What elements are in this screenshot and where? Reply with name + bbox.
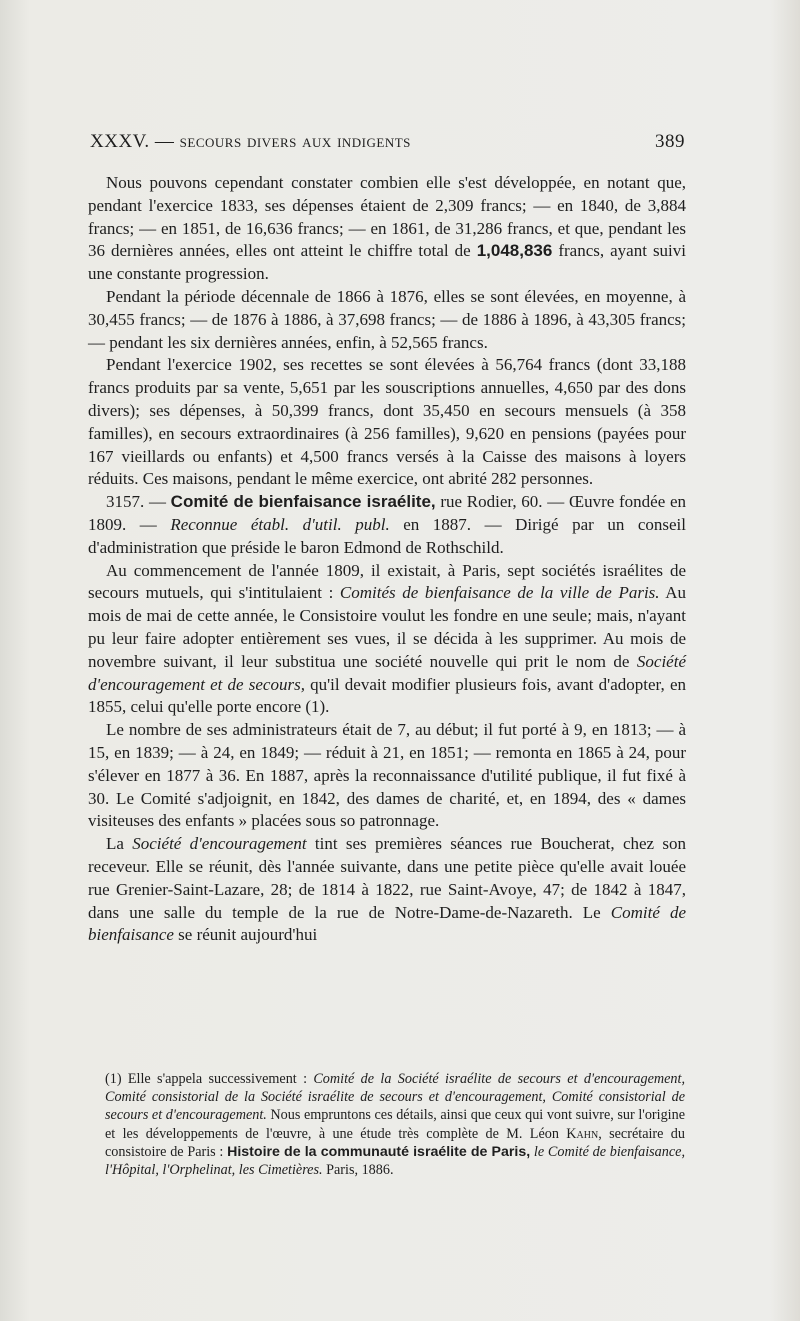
body-text: [88, 172, 686, 947]
footnote: (1) Elle s'appela successivement : Comité de la Société israélite de secours et d'encouragement, Comité consistorial de la Société israélite de secours et d'encouragement, Comité consistorial de secours et d'encouragement. Nous empruntons ces détails, ainsi que ceux qui vont suivre, sur l'origine et les développements de l'œuvre, à une étude très complète de M. Léon Kahn, secrétaire du consistoire de Paris : Histoire de la communauté israélite de Paris, le Comité de bienfaisance, l'Hôpital, l'Orphelinat, les Cimetières. Paris, 1886.: [105, 1071, 685, 1179]
author-name: Kahn: [566, 1125, 599, 1142]
section-heading-paragraph: 3157. — Comité de bienfaisance israélite, rue Rodier, 60. — Œuvre fondée en 1809. — Reconnue établ. d'util. publ. en 1887. — Dirigé par un conseil d'administration que préside le baron Edmond de Rothschild.: [88, 492, 686, 557]
chapter-title: XXXV. — secours divers aux indigents: [90, 131, 411, 152]
bold-amount: 1,048,836: [476, 241, 553, 261]
paragraph: Le nombre de ses administrateurs était de 7, au début; il fut porté à 9, en 1813; — à 15, en 1839; — à 24, en 1849; — réduit à 21, en 1851; — remonta en 1865 à 24, pour s'élever en 1877 à 36. En 1887, après la reconnaissance d'utilité publique, il fut fixé à 30. Le Comité s'adjoignit, en 1842, des dames de charité, et, en 1894, des « dames visiteuses des enfants » placées sous so patronnage.: [88, 720, 686, 831]
paragraph: La Société d'encouragement tint ses premières séances rue Boucherat, chez son receveur. Elle se réunit, dès l'année suivante, dans une petite pièce qu'elle avait louée rue Grenier-Saint-Lazare, 28; de 1814 à 1822, rue Saint-Avoye, 47; de 1842 à 1847, dans une salle du temple de la rue de Notre-Dame-de-Nazareth. Le Comité de bienfaisance se réunit aujourd'hui: [88, 834, 687, 945]
paragraph: Pendant l'exercice 1902, ses recettes se sont élevées à 56,764 francs (dont 33,188 francs produits par sa vente, 5,651 par les souscriptions annuelles, 4,650 par des dons divers); ses dépenses, à 50,399 francs, dont 35,450 en secours mensuels (à 358 familles), en secours extraordinaires (à 256 familles), 9,620 en pensions (payées pour 167 vieillards ou enfants) et 4,500 francs versés à la Caisse des maisons à loyers réduits. Ces maisons, pendant le même exercice, ont abrité 282 personnes.: [88, 355, 686, 489]
paragraph: Au commencement de l'année 1809, il existait, à Paris, sept sociétés israélites de secours mutuels, qui s'intitulaient : Comités de bienfaisance de la ville de Paris. Au mois de mai de cette année, le Consistoire voulut les fondre en une seule; mais, n'ayant pu leur faire adopter entièrement ses vues, il se décida à les supprimer. Au mois de novembre suivant, il leur substitua une société nouvelle qui prit le nom de Société d'encouragement et de secours, qu'il devait modifier plusieurs fois, avant d'adopter, en 1855, celui qu'elle porte encore (1).: [88, 560, 687, 717]
paragraph: Pendant la période décennale de 1866 à 1876, elles se sont élevées, en moyenne, à 30,455 francs; — de 1876 à 1886, à 37,698 francs; — de 1886 à 1896, à 43,305 francs; — pendant les six dernières années, enfin, à 52,565 francs.: [88, 286, 686, 352]
paragraph: Nous pouvons cependant constater combien elle s'est développée, en notant que, pendant l'exercice 1833, ses dépenses étaient de 2,309 francs; — en 1840, de 3,884 francs; — en 1851, de 16,636 francs; — en 1861, de 31,286 francs, et que, pendant les 36 dernières années, elles ont atteint le chiffre total de 1,048,836 francs, ayant suivi une constante progression.: [88, 173, 687, 284]
running-header: [90, 131, 685, 153]
book-title: Histoire de la communauté israélite de Paris,: [227, 1143, 531, 1160]
section-title: Comité de bienfaisance israélite,: [170, 492, 436, 512]
page-number: 389: [655, 131, 685, 152]
